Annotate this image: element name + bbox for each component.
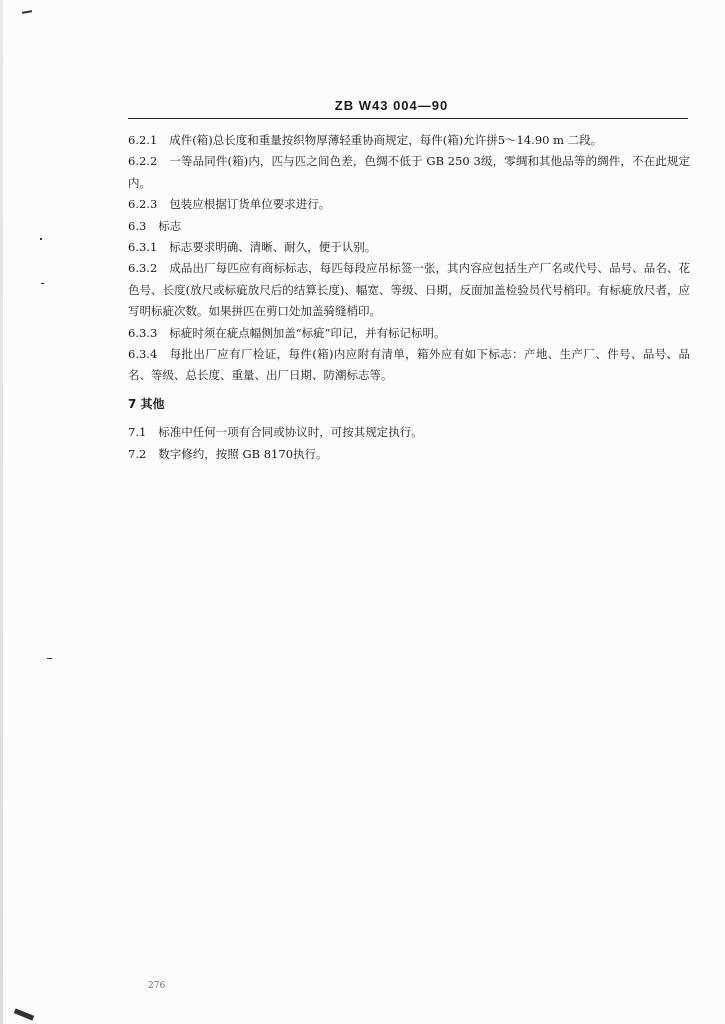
clause-text: 包装应根据订货单位要求进行。: [169, 197, 331, 212]
clause-number: 6.2.2: [128, 154, 158, 169]
clause-6-3-3: [128, 323, 690, 344]
clause-number: 6.2.1: [128, 133, 158, 147]
clause-6-3: [128, 216, 690, 237]
standard-code: ZB W43 004—90: [334, 98, 449, 113]
clause-number: 7.2: [128, 446, 147, 461]
section-7-heading: 7 其他: [128, 396, 165, 411]
clause-number: 7.1: [128, 425, 147, 440]
clause-7-1: [128, 422, 690, 443]
scan-corner-mark: [14, 1008, 34, 1020]
clause-number: 6.3: [128, 218, 147, 233]
clause-number: 6.3.4: [128, 347, 158, 362]
scan-left-edge: [0, 0, 3, 1024]
scan-speck: [22, 10, 32, 14]
clause-6-3-4: [128, 344, 690, 387]
clause-text: 一等品同件(箱)内，匹与匹之间色差，色绸不低于 GB 250 3级，零绸和其他品等的绸件，不在此规定内。: [128, 154, 690, 190]
header-rule: [128, 118, 688, 119]
clause-number: 6.3.3: [128, 325, 158, 340]
clause-7-2: [128, 444, 690, 465]
clause-text: 成件(箱)总长度和重量按织物厚薄轻重协商规定，每件(箱)允许拼5～14.90 m 二段。: [169, 133, 603, 147]
clause-6-3-2: [128, 258, 690, 322]
clause-6-2-3: [128, 194, 690, 215]
clause-text: 标志: [158, 218, 182, 233]
body-text: [128, 130, 690, 465]
clause-text: 数字修约，按照 GB 8170执行。: [158, 446, 328, 461]
scan-speck: [47, 658, 52, 659]
clause-number: 6.2.3: [128, 197, 158, 212]
clause-text: 标志要求明确、清晰、耐久，便于认别。: [169, 240, 377, 255]
clause-6-2-1: [128, 130, 690, 151]
clause-number: 6.3.1: [128, 240, 158, 255]
clause-6-3-1: [128, 237, 690, 258]
clause-text: 成品出厂每匹应有商标标志，每匹每段应吊标签一张，其内容应包括生产厂名或代号、品号、品名、花色号、长度(放尺或标疵放尺后的结算长度)、幅宽、等级、日期，反面加盖检验员代号梢印。有标疵放尺者，应写明标疵次数。如果拼匹在剪口处加盖骑缝梢印。: [128, 261, 690, 319]
clause-text: 标疵时须在疵点幅侧加盖“标疵”印记，并有标记标明。: [169, 325, 446, 340]
clause-number: 6.3.2: [128, 261, 158, 276]
clause-text: 标准中任何一项有合同或协议时，可按其规定执行。: [158, 425, 423, 440]
clause-text: 每批出厂应有厂检证，每件(箱)内应附有清单，箱外应有如下标志：产地、生产厂、件号、品号、品名、等级、总长度、重量、出厂日期、防潮标志等。: [128, 347, 690, 383]
clause-6-2-2: [128, 151, 690, 194]
scan-speck: [41, 283, 44, 284]
page-number: 276: [148, 981, 166, 991]
scan-speck: [40, 238, 42, 240]
